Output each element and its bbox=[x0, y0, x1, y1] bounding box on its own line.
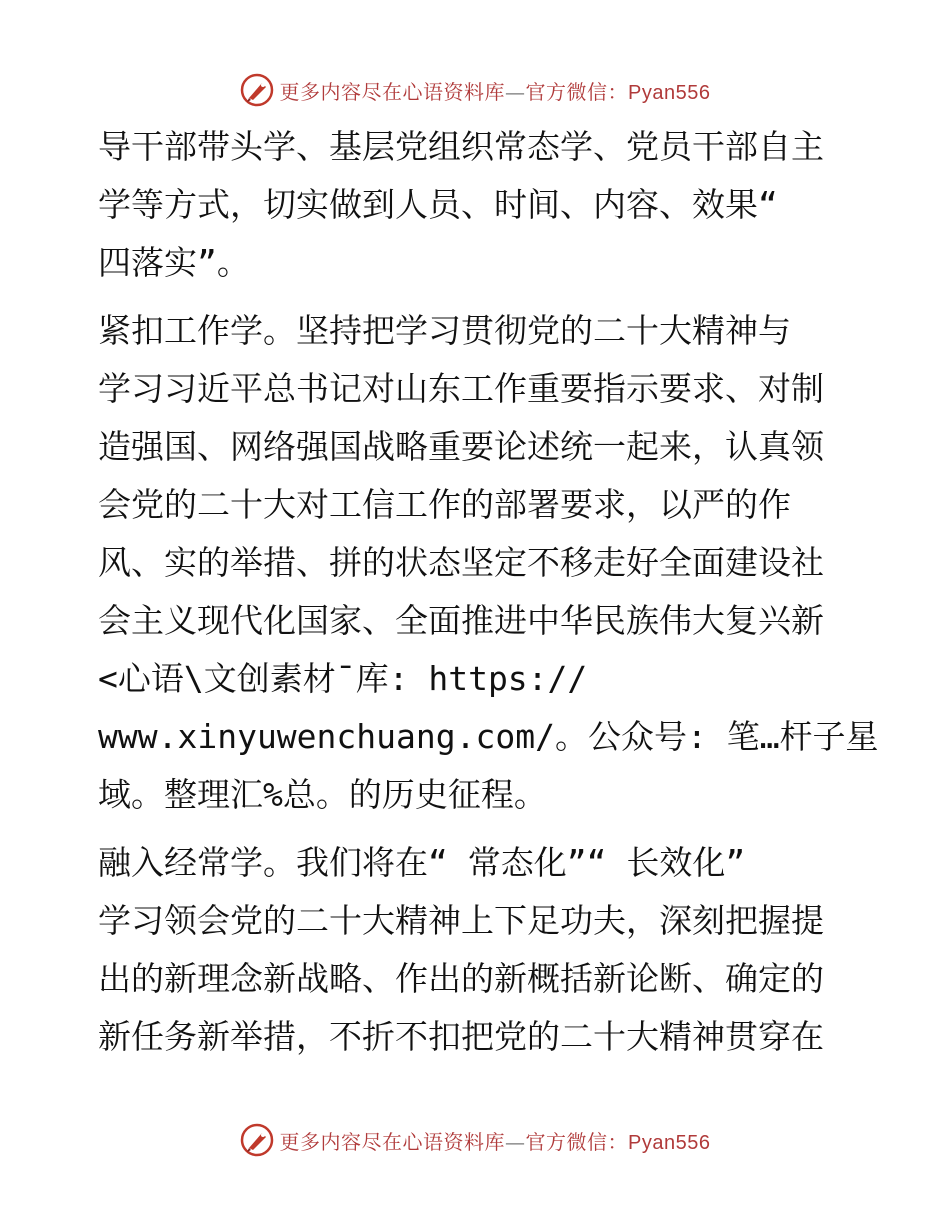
pen-nib-logo-icon bbox=[240, 73, 274, 107]
banner-title: 更多内容尽在心语资料库 bbox=[279, 79, 506, 104]
text-line: 导干部带头学、基层党组织常态学、党员干部自主 bbox=[98, 127, 824, 166]
header-banner-text bbox=[280, 76, 711, 105]
footer-banner-content bbox=[240, 1123, 711, 1157]
text-line: www.xinyuwenchuang.com/。公众号: 笔…杆子星 bbox=[98, 717, 879, 756]
text-line: 四落实”。 bbox=[98, 243, 250, 282]
text-line: 风、实的举措、拼的状态坚定不移走好全面建设社 bbox=[98, 543, 824, 582]
text-line: 会党的二十大对工信工作的部署要求，以严的作 bbox=[98, 485, 791, 524]
footer-banner-text bbox=[280, 1126, 711, 1155]
banner-separator: — bbox=[505, 1129, 526, 1154]
text-line: 域。整理汇%总。的历史征程。 bbox=[98, 775, 547, 814]
banner-wechat-id: Pyan556 bbox=[628, 1131, 711, 1154]
text-line: 融入经常学。我们将在“ 常态化”“ 长效化” bbox=[98, 843, 746, 882]
header-banner bbox=[0, 70, 950, 110]
footer-banner bbox=[0, 1120, 950, 1160]
pen-nib-logo-icon bbox=[240, 1123, 274, 1157]
text-line: 紧扣工作学。坚持把学习贯彻党的二十大精神与 bbox=[98, 311, 791, 350]
paragraph bbox=[98, 834, 858, 1066]
banner-separator: — bbox=[505, 79, 526, 104]
paragraph bbox=[98, 302, 879, 824]
text-line: <心语\文创素材¯库: https:// bbox=[98, 659, 588, 698]
paragraph bbox=[98, 118, 858, 292]
document-body bbox=[98, 118, 879, 1066]
banner-wechat-id: Pyan556 bbox=[628, 81, 711, 104]
text-line: 学习习近平总书记对山东工作重要指示要求、对制 bbox=[98, 369, 824, 408]
banner-title: 更多内容尽在心语资料库 bbox=[279, 1129, 506, 1154]
text-line: 出的新理念新战略、作出的新概括新论断、确定的 bbox=[98, 959, 824, 998]
banner-wechat-label: 官方微信： bbox=[525, 79, 629, 104]
text-line: 会主义现代化国家、全面推进中华民族伟大复兴新 bbox=[98, 601, 824, 640]
text-line: 学习领会党的二十大精神上下足功夫，深刻把握提 bbox=[98, 901, 824, 940]
banner-wechat-label: 官方微信： bbox=[525, 1129, 629, 1154]
text-line: 造强国、网络强国战略重要论述统一起来，认真领 bbox=[98, 427, 824, 466]
header-banner-content bbox=[240, 73, 711, 107]
text-line: 学等方式，切实做到人员、时间、内容、效果“ bbox=[98, 185, 778, 224]
text-line: 新任务新举措，不折不扣把党的二十大精神贯穿在 bbox=[98, 1017, 824, 1056]
